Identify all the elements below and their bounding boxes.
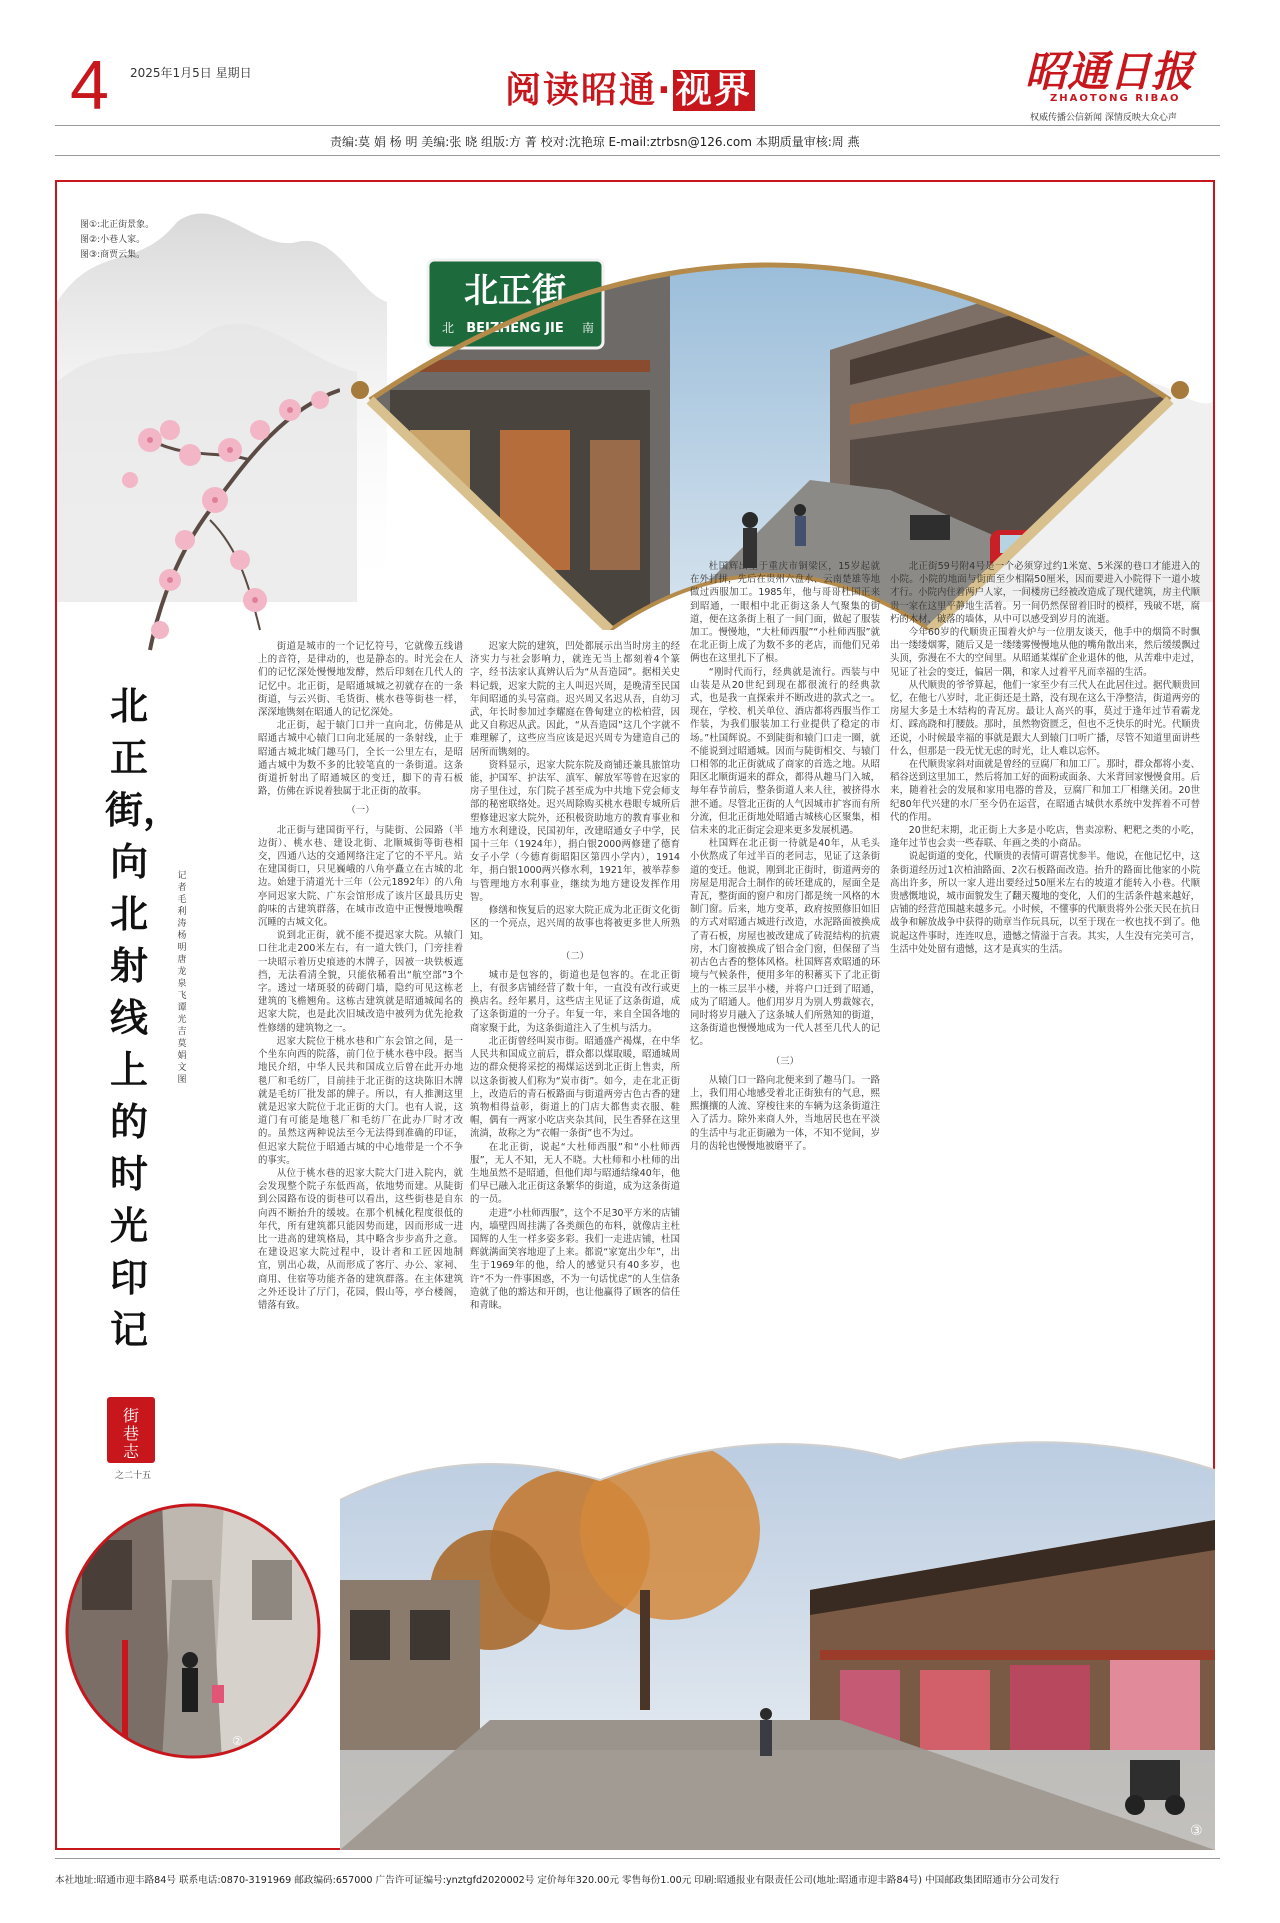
paragraph: 城市是包容的，街道也是包容的。在北正街上，有很多店铺经营了数十年，一直没有改行或更换店名。经年累月，这些店主见证了这条街道，成了这条街道的一分子。年复一年，来自全国各地的商家聚于此，为这条街道注入了生机与活力。: [470, 969, 680, 1034]
article-column-2: [470, 640, 680, 1510]
svg-text:街: 街: [122, 1406, 140, 1425]
paragraph: 北正街与建国街平行，与陡街、公园路（半边街）、桃水巷、建设北街、北顺城街等街巷相交，四通八达的交通网络注定了它的不平凡。站在建国街口，只见巍峨的八角亭矗立在古城的北边。始建于清道光十三年（公元1892年）的八角亭同迟家大院、广东会馆形成了该片区最具历史韵味的古建筑群落，在城市改造中正慢慢地唤醒沉睡的古城文化。: [258, 824, 463, 929]
cherry-blossom-decoration: [90, 350, 340, 670]
paragraph: 从代顺贵的爷爷算起，他们一家至少有三代人在此居住过。据代顺贵回忆，在他七八岁时，北正街还是土路，没有现在这么干净整洁，街道两旁的房屋大多是土木结构的青瓦房。最让人高兴的事，莫过于逢年过节看霸龙灯、踩高跷和打腰鼓。那时，虽然物资匮乏，但也不乏快乐的时光。代顺贵还说，小时候最幸福的事就是跟大人到辕门口听广播，尽管不知道里面讲些什么，但那是一段无忧无虑的时光，让人难以忘怀。: [890, 679, 1200, 757]
newspaper-slogan: 权威传播公信新闻 深情反映大众心声: [1030, 113, 1177, 123]
caption-2: 图②:小巷人家。: [80, 235, 146, 245]
photo-label-1: ①: [1120, 268, 1133, 284]
paragraph: 修缮和恢复后的迟家大院正成为北正街文化街区的一个亮点，迟兴周的故事也将被更多世人所熟知。: [470, 905, 680, 943]
paragraph: 走进“小杜师西服”，这个不足30平方米的店铺内，墙壁四周挂满了各类颜色的布料，就像店主杜国辉的人生一样多姿多彩。我们一走进店铺，杜国辉就满面笑容地迎了上来。都说“家宽出少年”，出生于1969年的他，给人的感觉只有40多岁，也许“不为一件事困惑，不为一句话忧虑”的人生信条造就了他的豁达和开朗，也让他赢得了顾客的信任和青睐。: [470, 1207, 680, 1311]
section-heading-1: （一）: [346, 805, 375, 817]
article-column-4: [890, 560, 1200, 1415]
paragraph: 迟家大院的建筑，凹处都展示出当时房主的经济实力与社会影响力，就连无当上都刻着4个篆字，经书法家认真辨认后为“从吾造园”。据相关史料记载，迟家大院的主人叫迟兴周，是晚清至民国年间昭通的头号富商。迟兴周又名迟从吾，自幼习武，年长时参加过李耀庭在鲁甸建立的松柏营，因此又自称迟从武。因此，“从吾造园”这几个字就不难理解了，这些应当应该是迟兴周专为建造自己的居所而镌刻的。: [470, 641, 680, 758]
street-sign: [428, 260, 603, 348]
paragraph: 今年60岁的代顺贵正围着火炉与一位朋友谈天，他手中的烟筒不时飘出一缕缕烟雾，随后又是一缕缕雾慢慢地从他的嘴角散出来，然后缓缓飘过头顶，弥漫在不大的空间里。从昭通某煤矿企业退休的他，从苦难中走过，见证了社会的变迁，偏居一隅，和家人过着平凡而幸福的生活。: [890, 627, 1200, 678]
issue-date: 2025年1月5日 星期日: [130, 66, 252, 80]
paragraph: 资料显示，迟家大院东院及商铺还兼具旅馆功能，护国军、护法军、滇军、解放军等曾在迟家的房子里住过，东门院子甚至成为中共地下党会师支部的秘密联络处。迟兴周除购买桃水巷眼专城所后塑修建迟家大院外，还积极资助地方的教育事业和地方水利建设，民国初年，改建昭通女子中学，民国十三年（1924年），捐白银2000两修建了德育女子小学（今德育街昭阳区第四小学内），1914年，捐白银1000两兴修水利，1921年，被举荐参与管理地方水利事业，继续为地方建设发挥作用智。: [470, 759, 680, 903]
street-sign-pinyin: BEIZHENG JIE: [466, 321, 564, 336]
paragraph: 从辕门口一路向北便来到了趣马门。一路上，我们用心地感受着北正街独有的气息，熙熙攘攘的人流、穿梭往来的车辆为这条街道注入了活力。除外来商人外，当地居民也在平淡的生活中与北正街融为一体，不知不觉间，岁月的齿轮也慢慢地被磨平了。: [690, 1074, 880, 1152]
section-title: [505, 62, 755, 113]
article-column-3: [690, 560, 880, 1455]
paragraph: 迟家大院位于桃水巷和广东会馆之间，是一个坐东向西的院落，前门位于桃水巷中段。据当地民介绍，中华人民共和国成立后曾在此开办地毯厂和毛纺厂，目前挂于北正街的这块陈旧木牌就是毛纺厂批发部的牌子。所以，有人推测这里就是迟家大院位于北正街的大门。也有人说，这道门有可能是地毯厂和毛纺厂在此办厂时才改的。虽然这两种说法至今无法得到准确的印证，但迟家大院位于昭通古城的中心地带是一个不争的事实。: [258, 1035, 463, 1166]
street-sign-north: 北: [442, 321, 455, 335]
header-divider: [55, 125, 1220, 126]
paragraph: 说起街道的变化，代顺贵的表情可谓喜忧参半。他说，在他记忆中，这条街道经历过1次柏油路面、2次石板路面改造。抬升的路面比他家的小院高出许多，所以一家人进出要经过50厘米左右的坡道才能转入小巷。代顺贵感慨地说，城市面貌发生了翻天覆地的变化，人们的生活条件越来越好，店铺的经营范围越来越多元。小时候，不懂事的代顺贵将外公张天民在抗日战争和解放战争中获得的勋章当作玩具玩，以至于现在一枚也找不到了。他说起这件事时，连连叹息，遗憾之情溢于言表。其实，人生没有完美可言，生活中处处留有遗憾，这才是真实的生活。: [890, 851, 1200, 955]
article-column-1: [258, 640, 463, 1515]
publisher-footer: 本社地址:昭通市迎丰路84号 联系电话:0870-3191969 邮政编码:657000 广告许可证编号:ynztgfd2020002号 定价每年320.00元 零售每份1.00元 印刷:昭通报业有限责任公司(地址:昭通市迎丰路84号) 中国邮政集团昭通市分公司发行: [55, 1875, 1060, 1886]
paragraph: “刚时代而行，经典就是流行。西装与中山装是从20世纪到现在都很流行的经典款式，也是我一直探索并不断改进的款式之一。现在，学校、机关单位、酒店都将西服当作工作装，为我们服装加工行业提供了稳定的市场。”杜国辉说。不到陡街和辕门口走一圈，就不能说到过昭通城。因而与陡街相交、与辕门口相邻的北正街就成了商家的首选之地。从昭阳区北顺街逼来的群众，都得从趣马门入城，每年春节前后，整条街道人来人往，被挤得水泄不通。尽管北正街的人气因城市扩容而有所分流，但北正街地处昭通古城核心区聚集，相信未来的北正街定会迎来更多发展机遇。: [690, 666, 880, 837]
article-intro: 街道是城市的一个记忆符号，它就像五线谱上的音符，是律动的，也是静态的。时光会在人们的记忆深处慢慢地发酵，然后印刻在几代人的记忆中。北正街，是昭通城城之初就存在的一条街道，与云兴街、毛货街、桃水巷等街巷一样，深深地镌刻在昭通人的记忆深处。: [258, 641, 463, 719]
photo-label-2: ②: [232, 1734, 243, 1748]
column-seal-stamp: [105, 1395, 157, 1465]
newspaper-name: 昭通日报: [1025, 47, 1194, 94]
photo-captions: [80, 218, 154, 263]
round-photo-alley: [62, 1500, 324, 1762]
section-heading-2: （二）: [560, 950, 590, 962]
newspaper-logo: [1025, 46, 1220, 94]
column-number: 之二十五: [115, 1471, 152, 1481]
header-divider: [55, 155, 1220, 156]
caption-1: 图①:北正街景象。: [80, 220, 155, 230]
editor-credits: 责编:莫 娟 杨 明 美编:张 晓 组版:方 菁 校对:沈艳琼 E-mail:ztrbsn@126.com 本期质量审核:周 燕: [330, 135, 860, 149]
article-byline: 记者 毛利涛 杨明 唐龙泉 飞 谭光吉 莫娟 文图: [177, 871, 187, 1085]
photo-shopping-street: [340, 1420, 1215, 1850]
newspaper-pinyin: ZHAOTONG RIBAO: [1050, 93, 1181, 104]
paragraph: 北正街曾经叫炭市街。昭通盛产褐煤，在中华人民共和国成立前后，群众都以煤取暖，昭通城周边的群众便将采挖的褐煤运送到北正街上售卖，所以这条街被人们称为“炭市街”。如今，走在北正街上，改造后的青石板路面与街道两旁古色古香的建筑物相得益彰，街道上的门店大都售卖衣服、鞋帽，偶有一两家小吃店夹杂其间，民生香驿在这里流淌，故称之为“衣帽一条街”也不为过。: [470, 1035, 680, 1140]
caption-3: 图③:商贾云集。: [80, 250, 146, 260]
section-title-b: 视界: [673, 70, 755, 111]
paragraph: 说到北正街，就不能不提迟家大院。从辕门口往北走200米左右，有一道大铁门，门旁挂着一块昭示着历史痕迹的木牌子，因被一块铁板遮挡，无法看清全貌，只能依稀看出“航空部”3个字。透过一堵斑驳的砖砌门墙，隐约可见这栋老建筑的飞檐翘角。这栋古建筑就是昭通城闻名的迟家大院，也是此次旧城改造中被列为优先抢救性修缮的建筑物之一。: [258, 930, 463, 1034]
paragraph: 北正街59号附4号是一个必须穿过约1米宽、5米深的巷口才能进入的小院。小院的地面与街面至少相隔50厘米，因而要进入小院得下一道小坡才行。小院内住着两户人家，一间楼房已经被改造成了现代建筑，房主代顺贵一家在这里平静地生活着。另一间仍然保留着旧时的模样，残破不堪，腐朽的木材、破落的墙体，从中可以感受到岁月的流逝。: [890, 561, 1200, 625]
street-sign-name: 北正街: [464, 271, 566, 311]
paragraph: 杜国辉在北正街一待就是40年，从毛头小伙熬成了年过半百的老同志，见证了这条街道的变迁。他说，刚到北正街时，街道两旁的房屋是用泥合土制作的砖坯建成的，屋面全是青瓦，整街面的窗户和房门都是统一风格的木制门窗。后来，地方变革，政府按照修旧如旧的方式对昭通古城进行改造，水泥路面被换成了青石板，房屋也被改建成了砖混结构的抗震房，木门窗被换成了铝合金门窗，但保留了当初古色古香的整体风格。杜国辉喜欢昭通的环境与气候条件，便用多年的积蓄买下了北正街上的一栋三层半小楼，并将户口迁到了昭通，成为了昭通人。他们用岁月为别人剪裁嫁衣，同时将岁月融入了这条城人们所熟知的街道，这条街道也慢慢地成为一代人甚至几代人的记忆。: [690, 838, 880, 1048]
section-title-dot: ·: [657, 70, 673, 111]
street-sign-south: 南: [582, 321, 595, 335]
page-number: 4: [70, 46, 109, 124]
paragraph: 20世纪末期，北正街上大多是小吃店，售卖凉粉、粑粑之类的小吃，逢年过节也会卖一些春联、年画之类的小商品。: [890, 825, 1200, 850]
section-heading-3: （三）: [770, 1055, 800, 1067]
svg-text:志: 志: [122, 1442, 140, 1461]
footer-divider: [55, 1858, 1220, 1859]
svg-text:巷: 巷: [122, 1424, 140, 1443]
article-title: 北正街，向北射线上的时光印记: [105, 683, 182, 1352]
photo-label-3: ③: [1190, 1823, 1203, 1839]
section-title-a: 阅读昭通: [505, 70, 658, 111]
paragraph: 从位于桃水巷的迟家大院大门进入院内，就会发现整个院子东低西高，依地势而建。从陡街到公园路布设的街巷可以看出，这些街巷是自东向西不断抬升的缓坡。在那个机械化程度很低的年代，所有建筑都只能因势而建，因而形成一进比一进高的建筑格局，其中略含步步高升之意。在建设迟家大院过程中，设计者和工匠因地制宜，别出心裁，从而形成了客厅、办公、家祠、商用、住宿等功能齐备的建筑群落。在主体建筑之外还设计了厅门，花园，假山等，亭台楼阁，错落有致。: [258, 1167, 463, 1311]
paragraph: 在北正街，说起“大杜师西服”和“小杜师西服”，无人不知，无人不晓。大杜师和小杜师的出生地虽然不是昭通，但他们却与昭通结缘40年，他们早已融入北正街这条繁华的街道，成为这条街道的一员。: [470, 1141, 680, 1206]
paragraph: 在代顺贵家斜对面就是曾经的豆腐厂和加工厂。那时，群众都将小麦、稻谷送到这里加工，然后将加工好的面粉或面条、大米背回家慢慢食用。后来，随着社会的发展和家用电器的普及，豆腐厂和加工厂相继关闭。20世纪80年代兴建的水厂至今仍在运营，在昭通古城供水系统中发挥着不可替代的作用。: [890, 759, 1200, 823]
paragraph: 杜国辉出生于重庆市铜梁区，15岁起就在外打拼，先后在贵州六盘水、云南楚雄等地做过西服加工。1985年，他与哥哥杜国正来到昭通，一眼相中北正街这条人气聚集的街道，便在这条街上租了一间门面，做起了服装加工。慢慢地，“大杜师西服”“小杜师西服”就在北正街上成了为数不多的老店，而他们兄弟俩也在这里扎下了根。: [690, 561, 880, 665]
article-intro-2: 北正街，起于辕门口并一直向北，仿佛是从昭通古城中心辕门口向北延展的一条射线，止于昭通古城北城门趣马门，全长一公里左右，是昭通古城中为数不多的比较笔直的一条街道。这条街道折射出了昭通城区的变迁，脚下的青石板路，仿佛在诉说着独属于北正街的故事。: [258, 720, 463, 798]
